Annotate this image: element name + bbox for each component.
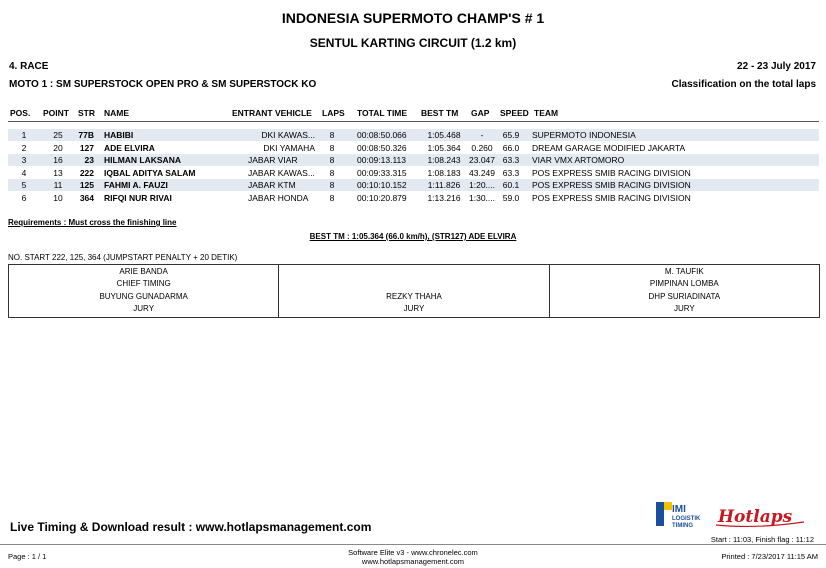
logo-logistik-text: LOGISTIK (672, 516, 701, 522)
header-divider (8, 121, 819, 122)
cell-best-tm: 1:08.243 (427, 155, 461, 165)
cell-str: 125 (79, 180, 94, 190)
cell-speed: 65.9 (502, 130, 520, 140)
sig-right-name-1: M. TAUFIK (664, 267, 704, 276)
table-row (8, 192, 819, 204)
cell-str: 127 (79, 142, 94, 153)
cell-gap: 1:20.... (469, 180, 495, 190)
moto-class: MOTO 1 : SM SUPERSTOCK OPEN PRO & SM SUPERSTOCK KO (9, 79, 317, 90)
cell-name: ADE ELVIRA (104, 142, 155, 153)
col-speed: SPEED (500, 108, 529, 118)
footer-divider (0, 544, 826, 545)
cell-best-tm: 1:11.826 (427, 180, 461, 190)
website-line[interactable]: www.hotlapsmanagement.com (361, 557, 465, 566)
col-entrant: ENTRANT VEHICLE (232, 108, 312, 118)
cell-entrant: JABAR KTM (248, 180, 296, 190)
sig-right-role-1: PIMPINAN LOMBA (649, 279, 719, 288)
cell-pos: 6 (21, 192, 27, 203)
sig-left-name-1: ARIE BANDA (119, 267, 168, 276)
table-row (8, 167, 819, 179)
cell-point: 20 (53, 142, 63, 153)
cell-team: SUPERMOTO INDONESIA (532, 130, 636, 140)
cell-speed: 63.3 (502, 167, 520, 178)
cell-best-tm: 1:13.216 (427, 192, 461, 203)
signature-right (549, 265, 819, 317)
circuit-title: SENTUL KARTING CIRCUIT (1.2 km) (309, 36, 517, 50)
table-row (8, 142, 819, 154)
cell-gap: - (480, 130, 484, 140)
table-row (8, 154, 819, 166)
cell-laps: 8 (329, 180, 335, 190)
cell-pos: 2 (21, 142, 27, 153)
cell-total-time: 00:10:20.879 (357, 192, 407, 203)
cell-pos: 1 (21, 130, 27, 140)
imi-logistik-timing-logo (656, 498, 806, 534)
cell-name: FAHMI A. FAUZI (104, 180, 168, 190)
col-total-time: TOTAL TIME (357, 108, 408, 118)
cell-best-tm: 1:08.183 (427, 167, 461, 178)
cell-entrant: JABAR HONDA (248, 192, 309, 203)
col-gap: GAP (471, 108, 490, 118)
cell-pos: 4 (21, 167, 27, 178)
cell-team: POS EXPRESS SMIB RACING DIVISION (532, 192, 691, 203)
cell-laps: 8 (329, 192, 335, 203)
cell-str: 77B (78, 130, 94, 140)
logo-hotlaps-text: Hotlaps (718, 507, 793, 527)
best-time-note: BEST TM : 1:05.364 (66.0 km/h), (STR127) ADE ELVIRA (309, 232, 517, 241)
cell-laps: 8 (329, 130, 335, 140)
no-start-note: NO. START 222, 125, 364 (JUMPSTART PENALTY + 20 DETIK) (8, 253, 238, 262)
col-team: TEAM (534, 108, 559, 118)
signature-left (9, 265, 278, 317)
cell-team: VIAR VMX ARTOMORO (532, 155, 625, 165)
cell-laps: 8 (329, 167, 335, 178)
cell-point: 10 (53, 192, 63, 203)
start-finish-times: Start : 11:03, Finish flag : 11:12 (710, 535, 814, 544)
cell-entrant: JABAR VIAR (248, 155, 298, 165)
cell-gap: 1:30.... (469, 192, 495, 203)
sig-left-role-2: JURY (133, 304, 155, 313)
cell-entrant: DKI YAMAHA (263, 142, 315, 153)
classification-label: Classification on the total laps (671, 79, 816, 90)
table-row (8, 129, 819, 141)
cell-team: POS EXPRESS SMIB RACING DIVISION (532, 180, 691, 190)
cell-gap: 0.260 (471, 142, 493, 153)
cell-name: IQBAL ADITYA SALAM (104, 167, 196, 178)
page-number: Page : 1 / 1 (8, 552, 47, 561)
cell-point: 13 (53, 167, 63, 178)
cell-best-tm: 1:05.364 (427, 142, 461, 153)
cell-name: HABIBI (104, 130, 134, 140)
cell-str: 364 (79, 192, 94, 203)
cell-total-time: 00:09:13.113 (357, 155, 406, 165)
cell-name: HILMAN LAKSANA (104, 155, 181, 165)
cell-str: 222 (79, 167, 94, 178)
col-name: NAME (104, 108, 130, 118)
cell-entrant: DKI KAWAS... (261, 130, 315, 140)
software-credit (0, 548, 826, 566)
cell-name: RIFQI NUR RIVAI (104, 192, 172, 203)
requirements-note: Requirements : Must cross the finishing line (8, 218, 177, 227)
cell-gap: 43.249 (469, 167, 495, 178)
sig-right-role-2: JURY (673, 304, 695, 313)
cell-pos: 3 (21, 155, 27, 165)
cell-total-time: 00:08:50.066 (357, 130, 407, 140)
cell-speed: 60.1 (502, 180, 520, 190)
cell-str: 23 (84, 155, 94, 165)
cell-speed: 63.3 (502, 155, 520, 165)
cell-point: 16 (53, 155, 63, 165)
col-best-tm: BEST TM (421, 108, 459, 118)
race-label: 4. RACE (9, 61, 49, 72)
table-row (8, 179, 819, 191)
cell-total-time: 00:09:33.315 (357, 167, 407, 178)
cell-entrant: JABAR KAWAS... (248, 167, 315, 178)
cell-point: 25 (53, 130, 63, 140)
document-title: INDONESIA SUPERMOTO CHAMP'S # 1 (281, 10, 545, 26)
software-line: Software Elite v3 - www.chronelec.com (348, 548, 478, 557)
sig-mid-name: REZKY THAHA (386, 292, 442, 301)
results-header-row (8, 107, 819, 119)
cell-total-time: 00:08:50.326 (357, 142, 407, 153)
cell-total-time: 00:10:10.152 (357, 180, 407, 190)
sig-left-name-2: BUYUNG GUNADARMA (99, 292, 188, 301)
col-str: STR (78, 108, 95, 118)
cell-point: 11 (53, 180, 63, 190)
logo-timing-text: TIMING (672, 523, 693, 529)
cell-team: POS EXPRESS SMIB RACING DIVISION (532, 167, 691, 178)
signature-table (8, 264, 820, 318)
signature-middle (278, 265, 548, 317)
col-pos: POS. (10, 108, 31, 118)
cell-best-tm: 1:05.468 (427, 130, 461, 140)
sponsor-logos (656, 498, 806, 534)
cell-pos: 5 (21, 180, 27, 190)
cell-laps: 8 (329, 142, 335, 153)
cell-team: DREAM GARAGE MODIFIED JAKARTA (532, 142, 686, 153)
cell-laps: 8 (329, 155, 335, 165)
live-timing-link[interactable]: Live Timing & Download result : www.hotlapsmanagement.com (10, 520, 372, 534)
logo-imi-text: IMI (672, 504, 686, 515)
cell-speed: 59.0 (502, 192, 520, 203)
cell-gap: 23.047 (469, 155, 495, 165)
cell-speed: 66.0 (502, 142, 520, 153)
col-point: POINT (43, 108, 69, 118)
col-laps: LAPS (322, 108, 345, 118)
event-date: 22 - 23 July 2017 (737, 61, 816, 72)
sig-right-name-2: DHP SURIADINATA (648, 292, 721, 301)
sig-mid-role: JURY (403, 304, 425, 313)
sig-left-role-1: CHIEF TIMING (116, 279, 171, 288)
printed-date: Printed : 7/23/2017 11:15 AM (721, 552, 818, 561)
